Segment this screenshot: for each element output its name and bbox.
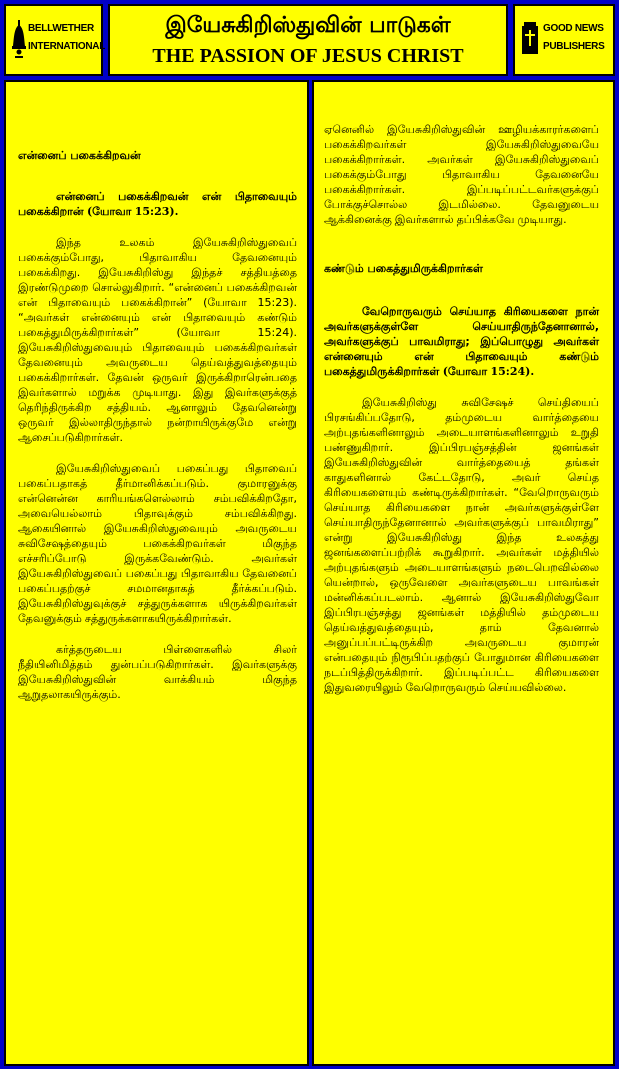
title-box bbox=[108, 4, 508, 76]
scripture-quote-left bbox=[18, 189, 297, 219]
good-news-bible-icon bbox=[521, 22, 539, 58]
paragraph: இயேசுகிறிஸ்து சுவிசேஷச் செய்தியைப் பிரசங்கிப்பதோடு, தம்முடைய வார்த்தையை அற்புதங்களினாலும் அடையாளங்களினாலும் உறுதி பண்ணுகிறார். இப்பிரபஞ்சத்தின் ஜனங்கள் இயேசுகிறிஸ்துவின் வார்த்தையைத் தங்கள் காதுகளினால் கேட்டதோடு, அவர் செய்த கிரியைகளையும் கண்டிருக்கிறார்கள். “வேறொருவரும் செய்யாத கிரியைகளை நான் அவர்களுக்குள்ளே செய்யாதிருந்தேனானால் அவர்களுக்குப் பாவமிராது” என்று இயேசுகிறிஸ்து இந்த உலகத்து ஜனங்களைப்பற்றிக் கூறுகிறார். அவர்கள் மத்தியில் அற்புதங்களும் அடையாளங்களும் நடைபெறவில்லை யென்றால், ஒருவேளை அவர்களுடைய பாவங்கள் மன்னிக்கப்படலாம். ஆனால் இயேசுகிறிஸ்துவோ இப்பிரபஞ்சத்து ஜனங்கள் மத்தியில் தம்முடைய தெய்வத்துவத்தையும், தாம் தேவனால் அனுப்பப்பட்டிருக்கிற அவருடைய குமாரன் என்பதையும் நிரூபிப்பதற்குப் போதுமான கிரியைகளை நடப்பித்திருக்கிறார். இப்படிப்பட்ட கிரியைகளை இதுவரையிலும் வேறொருவரும் செய்யவில்லை. bbox=[324, 396, 599, 694]
paragraph: ஏனெனில் இயேசுகிறிஸ்துவின் ஊழியக்காரர்களைப் பகைக்கிறவர்கள் இயேசுகிறிஸ்துவையே பகைக்கிறார்கள். அவர்கள் இயேசுகிறிஸ்துவைப் பகைக்கும்போது பிதாவாகிய தேவனையே பகைக்கிறார்கள். இப்படிப்பட்டவர்களுக்குப் போக்குச்சொல்ல இடமில்லை. தேவனுடைய ஆக்கினைக்கு இவர்களால் தப்பிக்கவே முடியாது. bbox=[324, 123, 599, 226]
paragraph: கர்த்தருடைய பிள்ளைகளில் சிலர் நீதியினிமித்தம் துன்பப்படுகிறார்கள். இவர்களுக்கு இயேசுகிறிஸ்துவின் வாக்கியம் மிகுந்த ஆறுதலாகயிருக்கும். bbox=[18, 643, 297, 701]
quote-text: என்னைப் பகைக்கிறவன் என் பிதாவையும் பகைக்கிறான் bbox=[18, 190, 297, 218]
quote-reference: (யோவா 15:24). bbox=[442, 365, 535, 378]
right-column bbox=[312, 80, 615, 1066]
page-title-tamil: இயேசுகிறிஸ்துவின் பாடுகள் bbox=[165, 13, 451, 38]
good-news-line1: GOOD NEWS bbox=[543, 23, 604, 34]
bellwether-line1: BELLWETHER bbox=[28, 23, 94, 34]
good-news-line2: PUBLISHERS bbox=[543, 41, 605, 52]
page-title-english: THE PASSION OF JESUS CHRIST bbox=[152, 45, 464, 67]
good-news-logo-box bbox=[513, 4, 615, 76]
quote-reference: (யோவா 15:23). bbox=[86, 205, 179, 218]
scripture-quote-right bbox=[324, 304, 599, 379]
paragraph: இயேசுகிறிஸ்துவைப் பகைப்பது பிதாவைப் பகைப்பதாகத் தீர்மானிக்கப்படும். குமாரனுக்கு என்னென்ன காரியங்களெல்லாம் சம்பவிக்கிறதோ, அவையெல்லாம் பிதாவுக்கும் சம்பவிக்கிறது. ஆகையினால் இயேசுகிறிஸ்துவையும் அவருடைய சுவிசேஷத்தையும் பகைக்கிறவர்கள் மிகுந்த எச்சரிப்போடு இருக்கவேண்டும். அவர்கள் இயேசுகிறிஸ்துவைப் பகைப்பது பிதாவாகிய தேவனைப் பகைப்பதற்குச் சமமானதாகத் தீர்க்கப்படும். இயேசுகிறிஸ்துவுக்குச் சத்துருக்களாக யிருக்கிறவர்கள் தேவனுக்கும் சத்துருக்களாகயிருக்கிறார்கள். bbox=[18, 462, 297, 625]
bellwether-bell-icon bbox=[12, 20, 26, 60]
bellwether-line2: INTERNATIONAL bbox=[28, 41, 106, 52]
left-column bbox=[4, 80, 309, 1066]
quote-text: வேறொருவரும் செய்யாத கிரியைகளை நான் அவர்களுக்குள்ளே செய்யாதிருந்தேனானால், அவர்களுக்குப் பாவமிராது; இப்பொழுது அவர்கள் என்னையும் என் பிதாவையும் கண்டும் பகைத்துமிருக்கிறார்கள் bbox=[324, 305, 599, 378]
section-heading-right: கண்டும் பகைத்துமிருக்கிறார்கள் bbox=[324, 262, 483, 275]
bellwether-logo-box bbox=[4, 4, 106, 76]
section-heading-left: என்னைப் பகைக்கிறவன் bbox=[18, 149, 141, 162]
paragraph: இந்த உலகம் இயேசுகிறிஸ்துவைப் பகைக்கும்போது, பிதாவாகிய தேவனையும் பகைக்கிறது. இயேசுகிறிஸ்து இந்தச் சத்தியத்தை இரண்டுமுறை சொல்லுகிறார். “என்னைப் பகைக்கிறவன் என் பிதாவையும் பகைக்கிறான்” (யோவா 15:23). “அவர்கள் என்னையும் என் பிதாவையும் கண்டும் பகைத்துமிருக்கிறார்கள்” (யோவா 15:24). இயேசுகிறிஸ்துவையும் பிதாவையும் பகைக்கிறவர்கள் தேவனையும் அவருடைய தெய்வத்துவத்தையும் பகைக்கிறார்கள். தேவன் ஒருவர் இருக்கிறாரென்பதை இவர்களால் மறுக்க முடியாது. இது இவர்களுக்குத் தெரிந்திருக்கிற சத்தியம். ஆனாலும் தேவனென்று ஒருவர் இல்லாதிருந்தால் நன்றாயிருக்குமே என்று ஆசைப்படுகிறார்கள். bbox=[18, 236, 297, 444]
